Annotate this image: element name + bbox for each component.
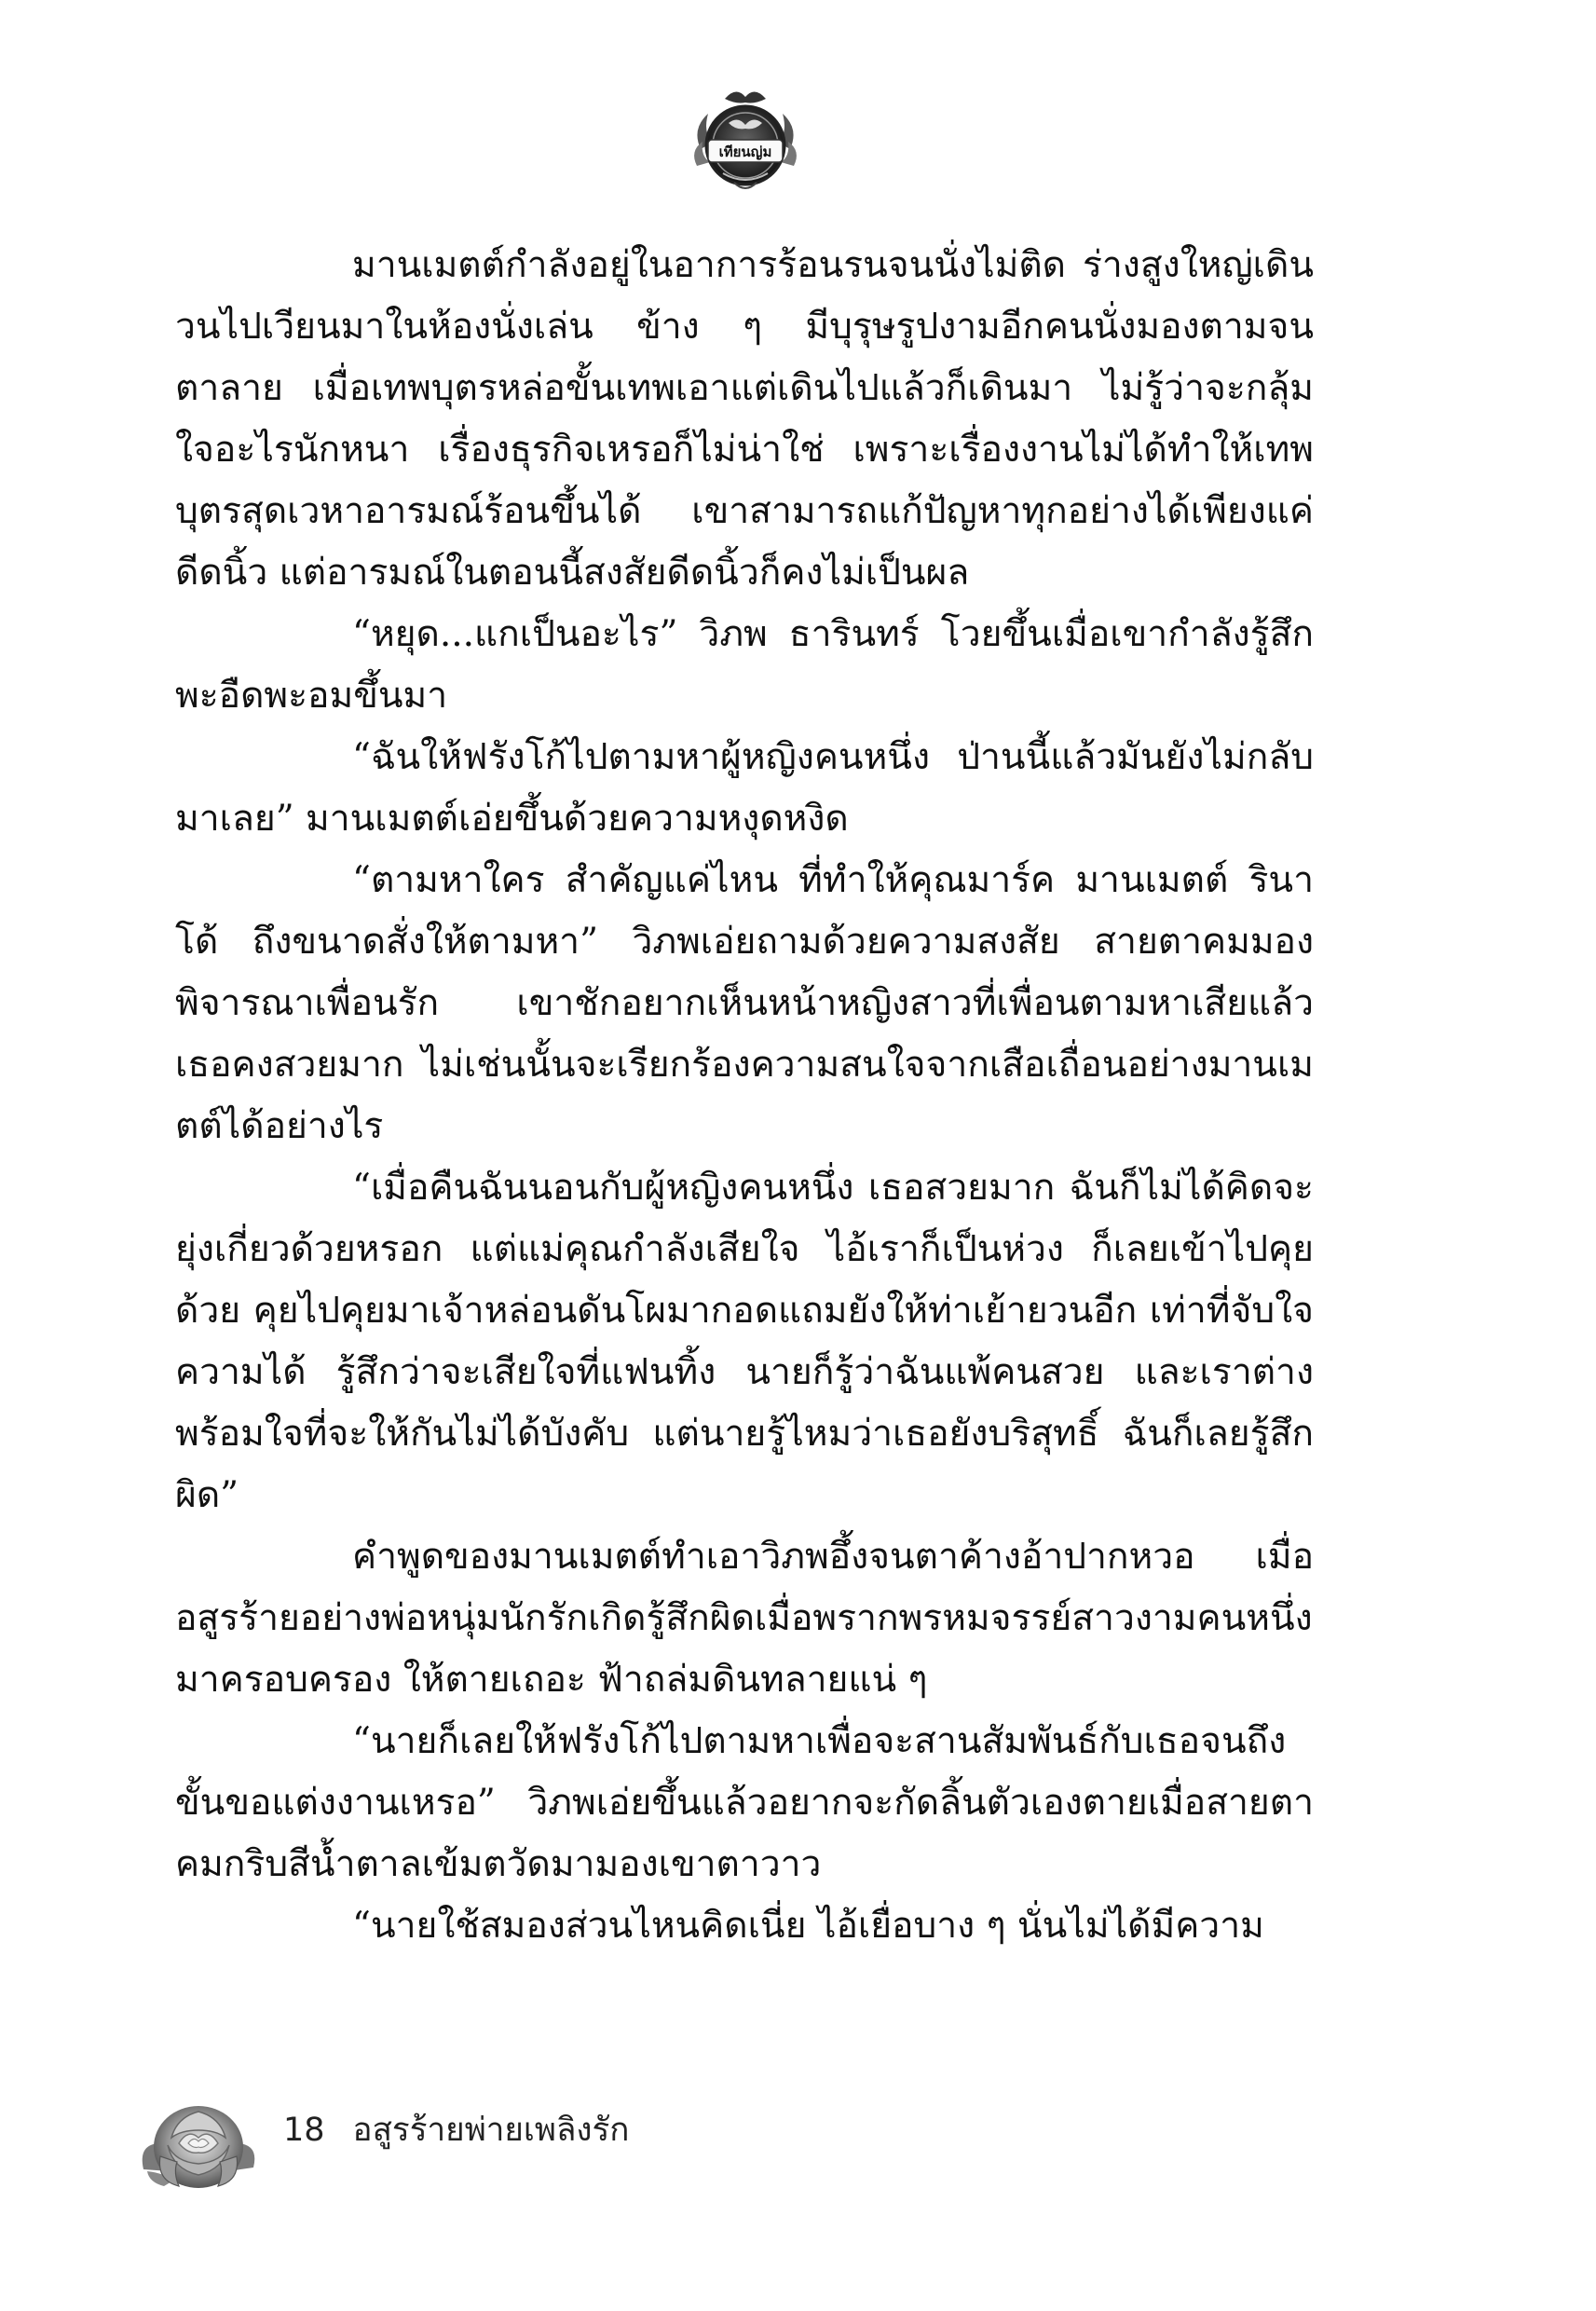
publisher-emblem-icon [688,82,803,198]
paragraph: “ตามหาใคร สำคัญแค่ไหน ที่ทำให้คุณมาร์ค มานเมตต์ รินาโด้ ถึงขนาดสั่งให้ตามหา” วิภพเอ่ยถามด้วยความสงสัย สายตาคมมองพิจารณาเพื่อนรัก เขาชักอยากเห็นหน้าหญิงสาวที่เพื่อนตามหาเสียแล้ว เธอคงสวยมาก ไม่เช่นนั้นจะเรียกร้องความสนใจจากเสือเถื่อนอย่างมานเมตต์ได้อย่างไร [175,859,1314,1147]
page-footer [283,2108,629,2153]
page-number: 18 [283,2112,325,2149]
svg-text:เทียนญ่ม: เทียนญ่ม [718,144,772,160]
paragraph: “หยุด...แกเป็นอะไร” วิภพ ธารินทร์ โวยขึ้นเมื่อเขากำลังรู้สึกพะอืดพะอมขึ้นมา [175,613,1314,717]
paragraph: คำพูดของมานเมตต์ทำเอาวิภพอึ้งจนตาค้างอ้าปากหวอ เมื่ออสูรร้ายอย่างพ่อหนุ่มนักรักเกิดรู้สึกผิดเมื่อพรากพรหมจรรย์สาวงามคนหนึ่งมาครอบครอง ให้ตายเถอะ ฟ้าถล่มดินทลายแน่ ๆ [175,1536,1314,1701]
paragraph: มานเมตต์กำลังอยู่ในอาการร้อนรนจนนั่งไม่ติด ร่างสูงใหญ่เดินวนไปเวียนมาในห้องนั่งเล่น ข้าง ๆ มีบุรุษรูปงามอีกคนนั่งมองตามจนตาลาย เมื่อเทพบุตรหล่อขั้นเทพเอาแต่เดินไปแล้วก็เดินมา ไม่รู้ว่าจะกลุ้มใจอะไรนักหนา เรื่องธุรกิจเหรอก็ไม่น่าใช่ เพราะเรื่องงานไม่ได้ทำให้เทพบุตรสุดเวหาอารมณ์ร้อนขึ้นได้ เขาสามารถแก้ปัญหาทุกอย่างได้เพียงแค่ดีดนิ้ว แต่อารมณ์ในตอนนี้สงสัยดีดนิ้วก็คงไม่เป็นผล [175,244,1314,594]
paragraph: “นายใช้สมองส่วนไหนคิดเนี่ย ไอ้เยื่อบาง ๆ นั่นไม่ได้มีความ [352,1905,1264,1947]
paragraph: “ฉันให้ฟรังโก้ไปตามหาผู้หญิงคนหนึ่ง ป่านนี้แล้วมันยังไม่กลับมาเลย” มานเมตต์เอ่ยขึ้นด้วยความหงุดหงิด [175,736,1314,840]
rose-icon [136,2089,261,2199]
chapter-body [175,235,1314,1957]
paragraph: “เมื่อคืนฉันนอนกับผู้หญิงคนหนึ่ง เธอสวยมาก ฉันก็ไม่ได้คิดจะยุ่งเกี่ยวด้วยหรอก แต่แม่คุณกำลังเสียใจ ไอ้เราก็เป็นห่วง ก็เลยเข้าไปคุยด้วย คุยไปคุยมาเจ้าหล่อนดันโผมากอดแถมยังให้ท่าเย้ายวนอีก เท่าที่จับใจความได้ รู้สึกว่าจะเสียใจที่แฟนทิ้ง นายก็รู้ว่าฉันแพ้คนสวย และเราต่างพร้อมใจที่จะให้กันไม่ได้บังคับ แต่นายรู้ไหมว่าเธอยังบริสุทธิ์ ฉันก็เลยรู้สึกผิด” [175,1167,1314,1516]
book-title: อสูรร้ายพ่ายเพลิงรัก [352,2112,630,2149]
paragraph: “นายก็เลยให้ฟรังโก้ไปตามหาเพื่อจะสานสัมพันธ์กับเธอจนถึงขั้นขอแต่งงานเหรอ” วิภพเอ่ยขึ้นแล้วอยากจะกัดลิ้นตัวเองตายเมื่อสายตาคมกริบสีน้ำตาลเข้มตวัดมามองเขาตาวาว [175,1720,1314,1885]
